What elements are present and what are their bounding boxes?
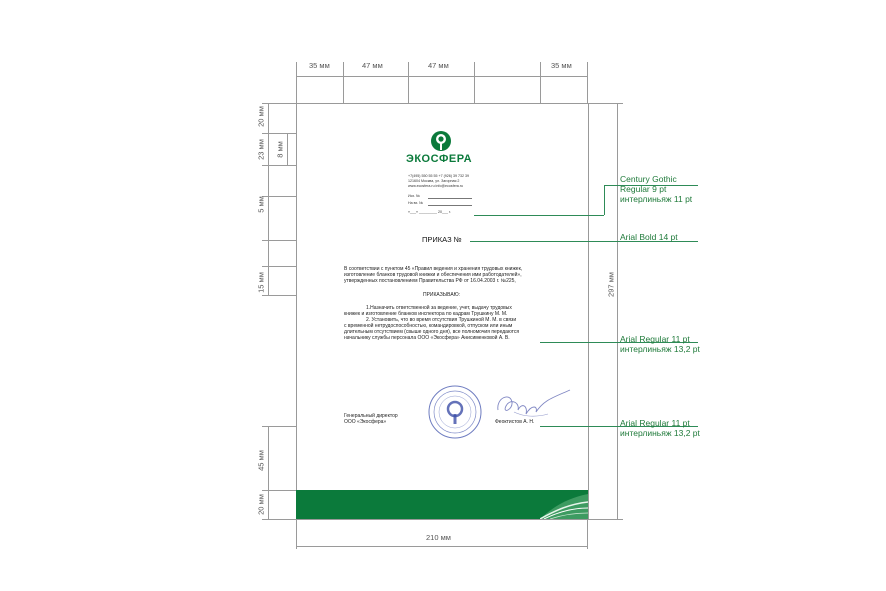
- date-line: «___» _________ 20___ г.: [408, 210, 451, 214]
- contact-line: 121604 Москва, ул. Загорная 2: [408, 179, 460, 183]
- intro-line: изготовление бланков трудовой книжки и обеспечения ими работодателей»,: [344, 272, 522, 278]
- annotation-font-1: [620, 174, 692, 204]
- company-seal-icon: [428, 385, 482, 439]
- top-dim-3: 47 мм: [428, 61, 449, 70]
- dim-guide: [296, 62, 297, 107]
- annotation-font-4: [620, 418, 700, 438]
- left-dim-line: [268, 426, 269, 519]
- bottom-dim-line: [296, 546, 587, 547]
- left-dim-line-inner: [287, 133, 288, 165]
- dim-tick: [262, 103, 296, 104]
- left-dim-4: 5 мм: [256, 196, 266, 213]
- dim-tick: [587, 103, 623, 104]
- left-dim-5: 15 мм: [256, 272, 266, 293]
- logo-icon: [430, 130, 452, 152]
- top-dim-4: 35 мм: [551, 61, 572, 70]
- right-dim-line: [617, 103, 618, 519]
- item-line: книжек и изготовление бланков инспектора по кадрам Трушкину М. М.: [344, 311, 508, 317]
- footer-wave-graphic: [540, 490, 588, 519]
- item-line: длительным отсутствием (свыше одного дня), все полномочия передаются: [344, 329, 520, 335]
- intro-line: В соответствии с пунктом 45 «Правил ведения и хранения трудовых книжек,: [344, 266, 523, 272]
- annotation-text: Regular 9 pt: [620, 184, 667, 194]
- left-dim-2: 23 мм: [256, 139, 266, 160]
- contact-line: +7(495) 550 55 55 +7 (926) 39 732 39: [408, 174, 469, 178]
- top-dim-1: 35 мм: [309, 61, 330, 70]
- ref-underline: [428, 205, 472, 206]
- bottom-dim: 210 мм: [426, 533, 451, 542]
- left-dim-6: 45 мм: [256, 450, 266, 471]
- top-dim-2: 47 мм: [362, 61, 383, 70]
- dim-tick: [262, 266, 296, 267]
- dim-tick: [262, 295, 296, 296]
- signer-name: Феоктистов А. Н.: [495, 419, 535, 425]
- leader-line: [604, 185, 605, 215]
- dim-tick: [587, 519, 623, 520]
- left-dim-3: 8 мм: [275, 141, 285, 158]
- left-dim-1: 20 мм: [256, 106, 266, 127]
- dim-tick: [262, 490, 296, 491]
- ref-outgoing: Исх. №: [408, 194, 421, 198]
- ref-incoming: На вх. №: [408, 201, 424, 205]
- annotation-text: Arial Regular 11 pt: [620, 334, 690, 344]
- signer-position: Генеральный директор: [344, 413, 398, 419]
- annotation-text: интерлиньяж 13,2 pt: [620, 428, 700, 438]
- annotation-text: Arial Bold 14 pt: [620, 232, 678, 242]
- contact-line: www.ecosfera.ru info@ecosfera.ru: [408, 184, 463, 188]
- annotation-text: Arial Regular 11 pt: [620, 418, 690, 428]
- right-dim: 297 мм: [607, 263, 616, 307]
- annotation-text: интерлиньяж 11 pt: [620, 194, 693, 204]
- annotation-text: интерлиньяж 13,2 pt: [620, 344, 700, 354]
- annotation-font-3: [620, 334, 700, 354]
- dim-tick: [262, 426, 296, 427]
- top-dim-line: [296, 76, 587, 77]
- intro-line: утвержденных постановлением Правительства РФ от 16.04.2003 г. №225,: [344, 278, 516, 284]
- document-title: ПРИКАЗ №: [422, 235, 462, 244]
- item-line: 2. Установить, что во время отсутствия Трушкиной М. М. в связи: [366, 317, 517, 323]
- signer-company: ООО «Экосфера»: [344, 419, 387, 425]
- dim-tick: [262, 519, 296, 520]
- annotation-font-2: [620, 232, 678, 242]
- dim-guide: [296, 519, 297, 549]
- leader-line: [474, 215, 604, 216]
- annotation-text: Century Gothic: [620, 174, 677, 184]
- item-line: 1.Назначить ответственной за ведение, учет, выдачу трудовых: [366, 305, 512, 311]
- order-word: ПРИКАЗЫВАЮ:: [423, 292, 461, 298]
- dim-guide: [587, 519, 588, 549]
- item-line: начальнику службы персонала ООО «Экосфера» Анисименковой А. В.: [344, 335, 510, 341]
- item-line: с временной нетрудоспособностью, командировкой, отпуском или иным: [344, 323, 513, 329]
- dim-guide: [587, 62, 588, 107]
- left-dim-7: 20 мм: [256, 494, 266, 515]
- dim-tick: [262, 240, 296, 241]
- ref-underline: [428, 198, 472, 199]
- company-name: ЭКОСФЕРА: [406, 153, 473, 165]
